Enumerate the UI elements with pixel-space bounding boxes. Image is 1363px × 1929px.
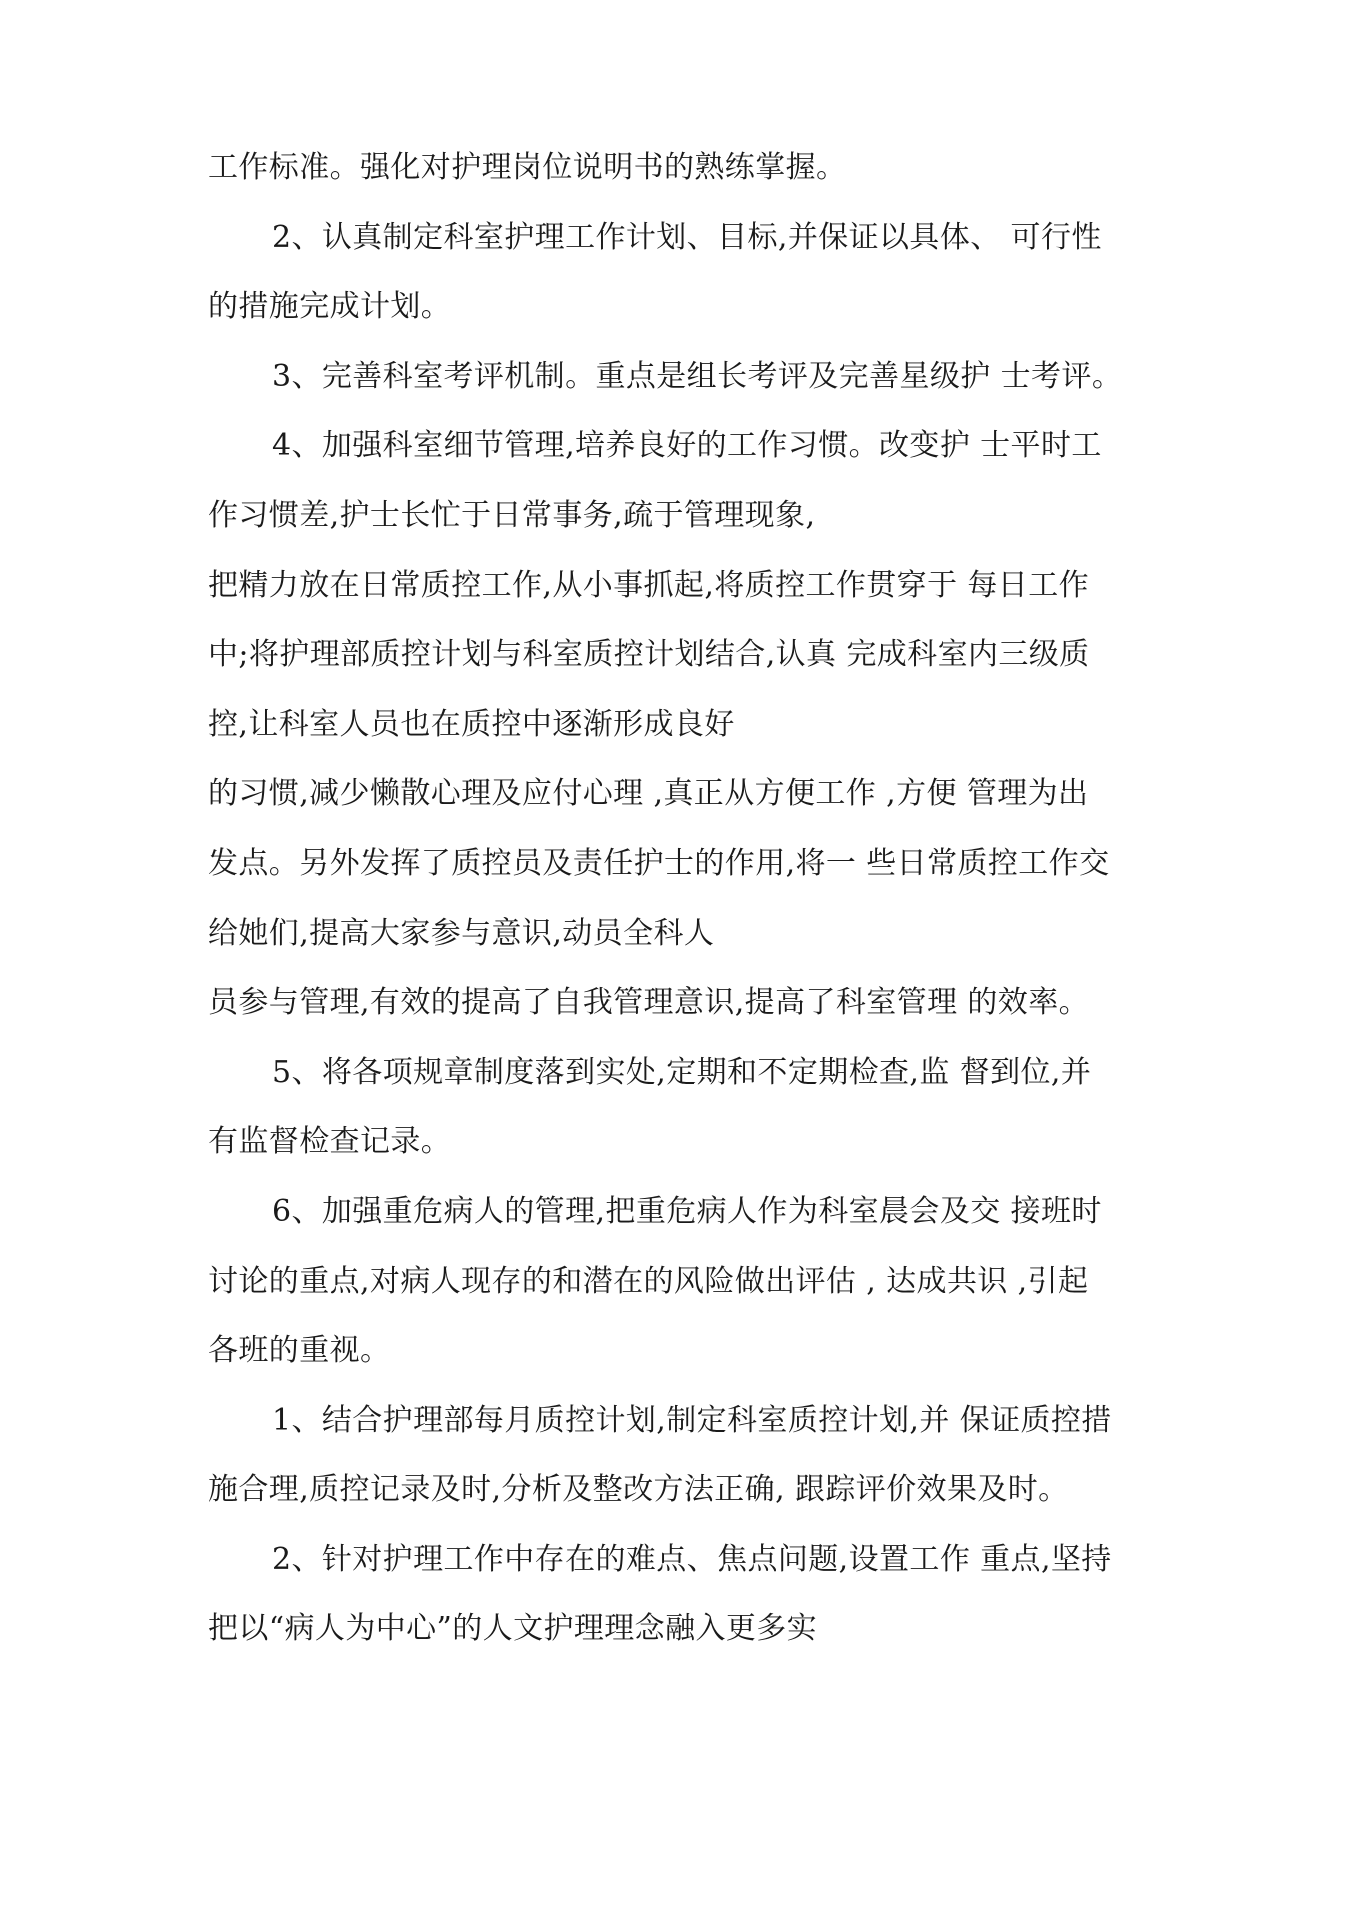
text-line: 2、认真制定科室护理工作计划、目标,并保证以具体、 可行性 <box>272 219 1102 255</box>
text-line: 员参与管理,有效的提高了自我管理意识,提高了科室管理 的效率。 <box>208 985 1090 1021</box>
text-line: 各班的重视。 <box>208 1333 391 1369</box>
text-line: 5、将各项规章制度落到实处,定期和不定期检查,监 督到位,并 <box>272 1054 1092 1090</box>
text-line: 控,让科室人员也在质控中逐渐形成良好 <box>208 706 735 742</box>
body-text <box>208 143 1168 1674</box>
text-line: 作习惯差,护士长忙于日常事务,疏于管理现象, <box>208 497 816 533</box>
text-line: 有监督检查记录。 <box>208 1124 452 1160</box>
text-line: 的习惯,减少懒散心理及应付心理 ,真正从方便工作 ,方便 管理为出 <box>208 776 1089 812</box>
text-line: 给她们,提高大家参与意识,动员全科人 <box>208 915 715 951</box>
text-line: 2、针对护理工作中存在的难点、焦点问题,设置工作 重点,坚持 <box>272 1541 1112 1577</box>
text-line: 4、加强科室细节管理,培养良好的工作习惯。改变护 士平时工 <box>272 428 1102 464</box>
text-line: 施合理,质控记录及时,分析及整改方法正确, 跟踪评价效果及时。 <box>208 1472 1069 1508</box>
text-line: 中;将护理部质控计划与科室质控计划结合,认真 完成科室内三级质 <box>208 637 1090 673</box>
text-line: 讨论的重点,对病人现存的和潜在的风险做出评估 , 达成共识 ,引起 <box>208 1263 1089 1299</box>
text-line: 6、加强重危病人的管理,把重危病人作为科室晨会及交 接班时 <box>272 1193 1102 1229</box>
text-line: 把精力放在日常质控工作,从小事抓起,将质控工作贯穿于 每日工作 <box>208 567 1090 603</box>
text-line: 3、完善科室考评机制。重点是组长考评及完善星级护 士考评。 <box>272 358 1123 394</box>
text-line: 发点。另外发挥了质控员及责任护士的作用,将一 些日常质控工作交 <box>208 845 1110 881</box>
text-line: 的措施完成计划。 <box>208 289 452 325</box>
text-line: 工作标准。强化对护理岗位说明书的熟练掌握。 <box>208 150 847 185</box>
text-line: 1、结合护理部每月质控计划,制定科室质控计划,并 保证质控措 <box>272 1402 1112 1438</box>
text-line: 把以“病人为中心”的人文护理理念融入更多实 <box>208 1611 818 1647</box>
